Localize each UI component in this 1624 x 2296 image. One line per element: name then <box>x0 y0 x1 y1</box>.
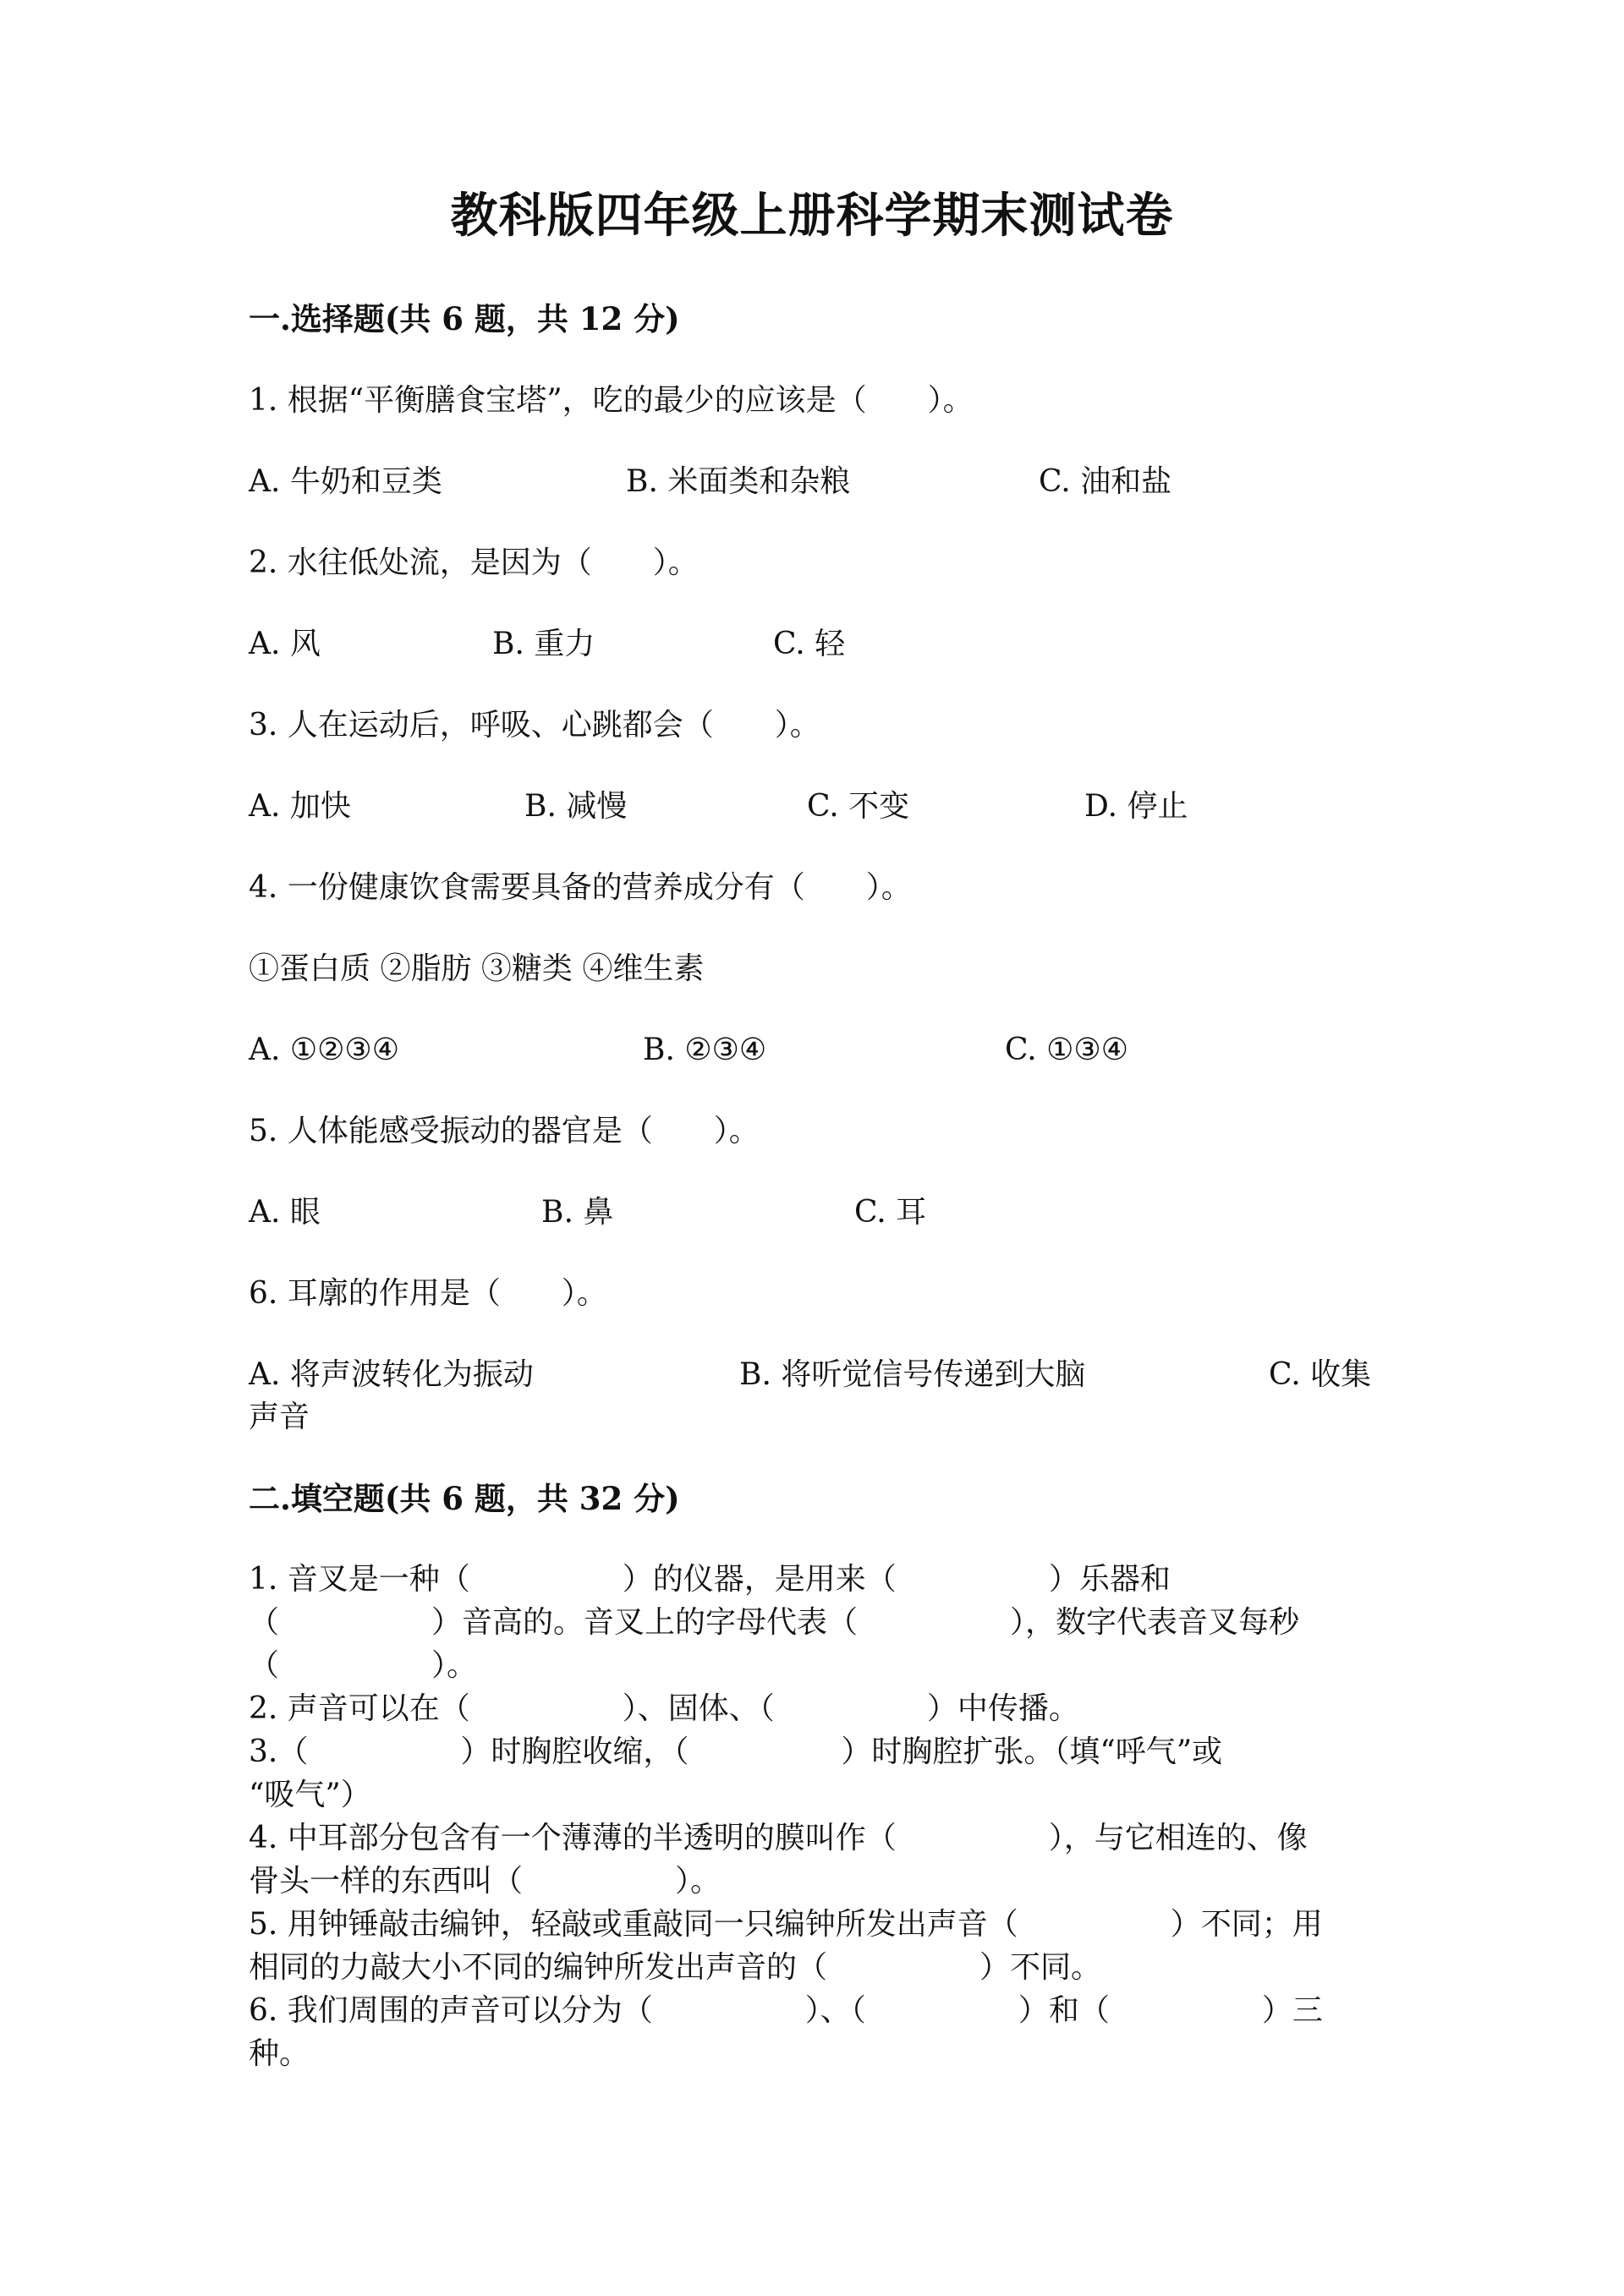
option-c: C. 耳 <box>854 1195 927 1230</box>
text: 相同的力敲大小不同的编钟所发出声音的（ <box>249 1950 828 1985</box>
option-a: A. 牛奶和豆类 <box>249 464 442 499</box>
question-3-options <box>0 788 1624 830</box>
option-b: B. ②③④ <box>643 1033 767 1067</box>
text: ）三 <box>1261 1993 1323 2028</box>
question-5-options <box>0 1194 1624 1236</box>
question-6-options <box>0 1356 1624 1399</box>
text: 4. 中耳部分包含有一个薄薄的半透明的膜叫作（ <box>249 1821 897 1855</box>
fill-question-4 <box>249 1817 1386 1903</box>
question-4-items: ①蛋白质 ②脂肪 ③糖类 ④维生素 <box>249 951 705 986</box>
fill-question-6 <box>249 1989 1386 2075</box>
section-heading-choice: 一.选择题(共 6 题，共 12 分) <box>249 300 680 337</box>
text: ）时胸腔收缩，（ <box>460 1734 689 1769</box>
text: ）不同。 <box>979 1950 1102 1985</box>
text: ），数字代表音叉每秒 <box>1010 1605 1300 1640</box>
option-c: C. 收集 <box>1269 1357 1372 1392</box>
text: （ <box>249 1648 280 1683</box>
option-b: B. 米面类和杂粮 <box>626 464 851 499</box>
fill-question-1 <box>249 1558 1386 1687</box>
text: 5. 用钟锤敲击编钟，轻敲或重敲同一只编钟所发出声音（ <box>249 1907 1018 1942</box>
question-3-stem: 3. 人在运动后，呼吸、心跳都会（ ）。 <box>249 708 820 743</box>
text: 2. 声音可以在（ <box>249 1691 470 1726</box>
page-title: 教科版四年级上册科学期末测试卷 <box>450 188 1174 244</box>
text: ）时胸腔扩张。（填“呼气”或 <box>841 1734 1223 1769</box>
option-a: A. 加快 <box>249 789 351 824</box>
question-6-option-c-wrap: 声音 <box>249 1400 310 1434</box>
text: ）、（ <box>804 1993 866 2028</box>
text: ）乐器和 <box>1048 1562 1171 1597</box>
text: 骨头一样的东西叫（ <box>249 1864 524 1899</box>
text: ）中传播。 <box>926 1691 1079 1726</box>
text: ）。 <box>675 1864 721 1899</box>
text: ）、固体、（ <box>622 1691 775 1726</box>
text: ），与它相连的、像 <box>1048 1821 1308 1855</box>
fill-question-2 <box>249 1687 1386 1730</box>
text: 1. 音叉是一种（ <box>249 1562 470 1597</box>
option-a: A. ①②③④ <box>249 1033 399 1067</box>
option-b: B. 鼻 <box>541 1195 614 1230</box>
fill-question-3 <box>249 1730 1386 1817</box>
text: ）不同；用 <box>1170 1907 1323 1942</box>
text: ）的仪器，是用来（ <box>622 1562 897 1597</box>
question-1-options <box>0 463 1624 506</box>
text: （ <box>249 1605 280 1640</box>
option-c: C. 轻 <box>773 627 846 661</box>
text: 3.（ <box>249 1734 309 1769</box>
option-a: A. 风 <box>249 627 321 661</box>
text: ）音高的。音叉上的字母代表（ <box>431 1605 859 1640</box>
question-4-stem: 4. 一份健康饮食需要具备的营养成分有（ ）。 <box>249 870 912 905</box>
option-b: B. 将听觉信号传递到大脑 <box>739 1357 1086 1392</box>
option-b: B. 减慢 <box>524 789 628 824</box>
question-2-stem: 2. 水往低处流，是因为（ ）。 <box>249 545 699 580</box>
question-1-stem: 1. 根据“平衡膳食宝塔”，吃的最少的应该是（ ）。 <box>249 383 974 418</box>
fill-question-5 <box>249 1903 1386 1989</box>
question-2-options <box>0 626 1624 668</box>
text: 种。 <box>249 2036 310 2071</box>
option-c: C. 不变 <box>807 789 910 824</box>
text: “吸气”） <box>249 1778 371 1812</box>
text: 6. 我们周围的声音可以分为（ <box>249 1993 653 2028</box>
option-c: C. 油和盐 <box>1039 464 1172 499</box>
section-heading-fill: 二.填空题(共 6 题，共 32 分) <box>249 1480 680 1517</box>
option-a: A. 眼 <box>249 1195 321 1230</box>
question-4-options <box>0 1032 1624 1074</box>
option-a: A. 将声波转化为振动 <box>249 1357 534 1392</box>
option-d: D. 停止 <box>1084 789 1188 824</box>
text: ）。 <box>431 1648 478 1683</box>
option-b: B. 重力 <box>492 627 595 661</box>
question-5-stem: 5. 人体能感受振动的器官是（ ）。 <box>249 1114 760 1148</box>
text: ）和（ <box>1018 1993 1110 2028</box>
option-c: C. ①③④ <box>1005 1033 1128 1067</box>
question-6-stem: 6. 耳廓的作用是（ ）。 <box>249 1276 607 1311</box>
